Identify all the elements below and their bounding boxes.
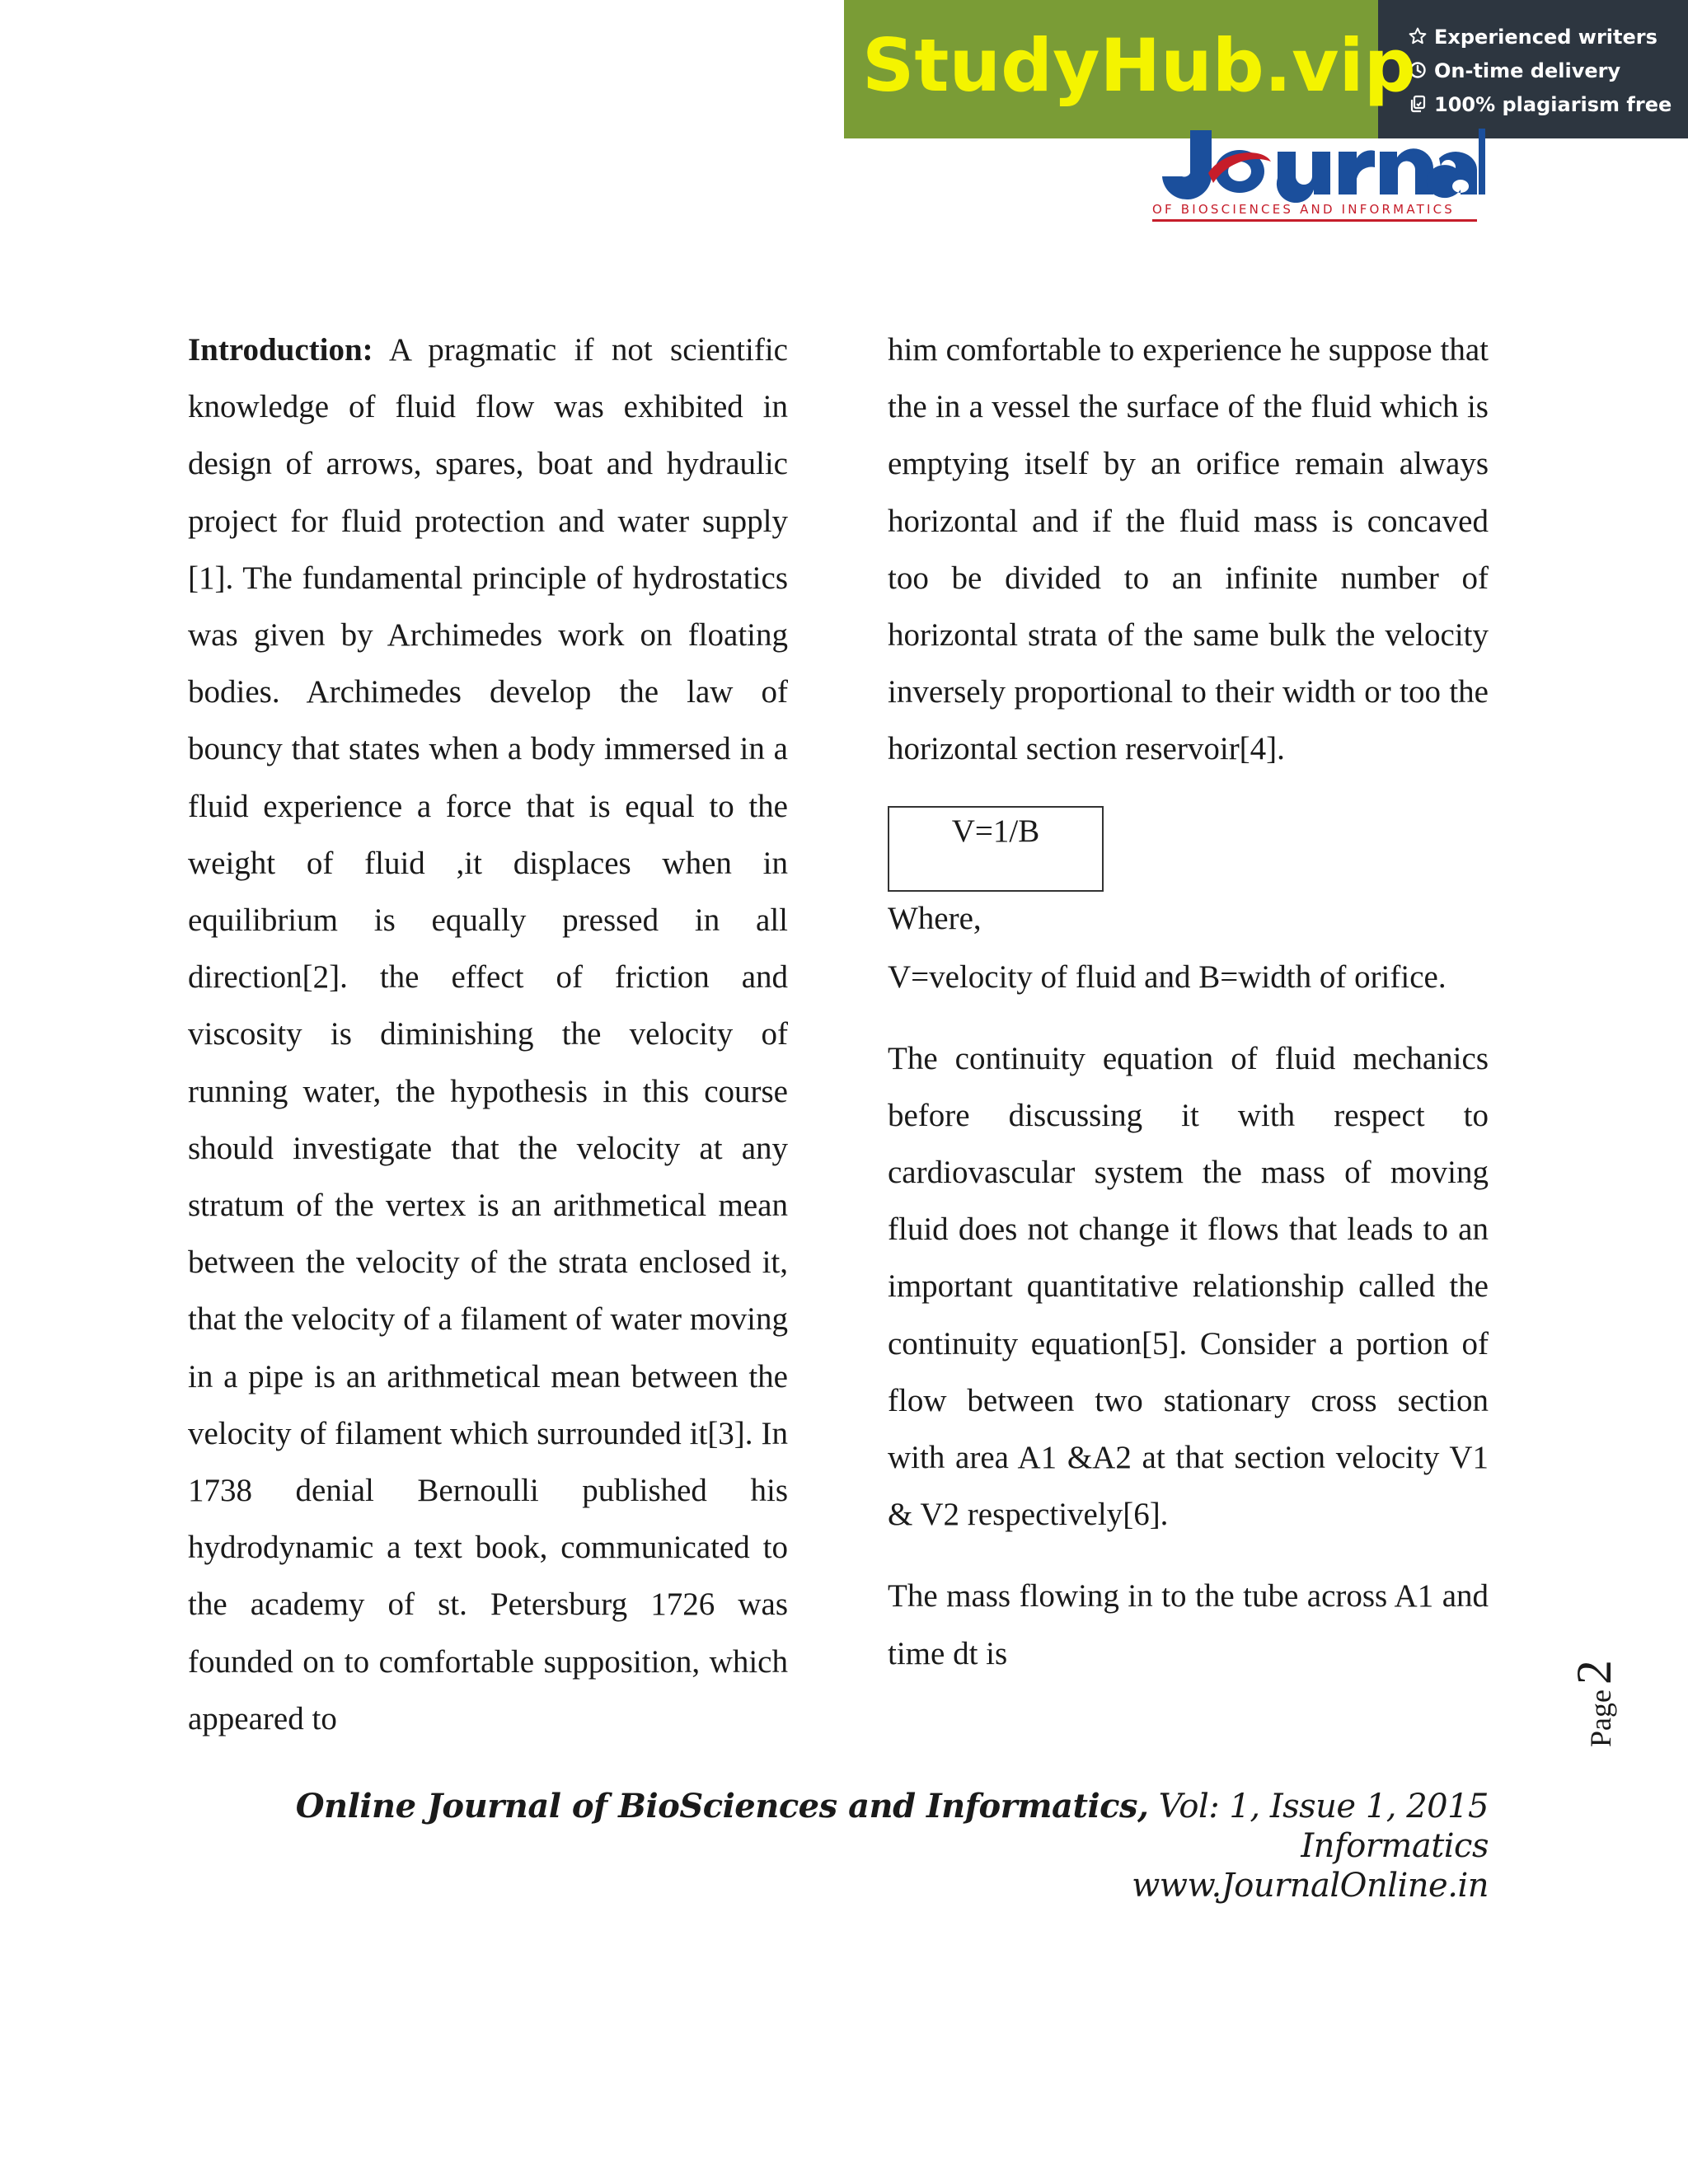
spacer bbox=[888, 778, 1489, 806]
page-number bbox=[1566, 1640, 1621, 1747]
feature-text: On-time delivery bbox=[1434, 59, 1621, 82]
footer bbox=[296, 1787, 1489, 1905]
page-label: Page bbox=[1584, 1690, 1617, 1747]
formula-text: V=1/B bbox=[951, 813, 1040, 849]
journal-subtitle: OF BIOSCIENCES AND INFORMATICS bbox=[1152, 201, 1477, 222]
footer-line2: Informatics bbox=[1301, 1827, 1489, 1865]
studyhub-brand-text: StudyHub.vip bbox=[862, 23, 1416, 108]
formula-box bbox=[888, 806, 1104, 892]
left-column bbox=[188, 321, 788, 1747]
feature-plagiarism-free bbox=[1408, 87, 1688, 121]
footer-journal-name: Online Journal of BioSciences and Informatics, bbox=[295, 1787, 1149, 1825]
where-label: Where, bbox=[888, 900, 982, 936]
mass-flow-paragraph: The mass flowing in to the tube across A1 and time dt is bbox=[888, 1578, 1489, 1671]
right-column bbox=[888, 321, 1489, 1682]
continuity-paragraph: The continuity equation of fluid mechanics before discussing it with respect to cardiovascular system the mass of moving fluid does not change it flows that leads to an important quantitative relationship called the continuity equation[5]. Consider a portion of flow between two stationary cross section with area A1 &A2 at that section velocity V1 & V2 respectively[6]. bbox=[888, 1040, 1489, 1533]
velocity-paragraph: him comfortable to experience he suppose that the in a vessel the surface of the fluid which is emptying itself by an orifice remain always horizontal and if the fluid mass is concaved too be divided to an infinite number of horizontal strata of the same bulk the velocity inversely proportional to their width or too the horizontal section reservoir[4]. bbox=[888, 332, 1489, 767]
banner-features bbox=[1378, 0, 1688, 138]
page-number-rotated bbox=[1566, 1640, 1621, 1747]
footer-citation bbox=[296, 1787, 1489, 1826]
page-digit: 2 bbox=[1567, 1660, 1621, 1685]
introduction-text: A pragmatic if not scientific knowledge of fluid flow was exhibited in design of arrows, spares, boat and hydraulic project for fluid protection and water supply [1]. The fundamental principle of hydrostatics was given by Archimedes work on floating bodies. Archimedes develop the law of bouncy that states when a body immersed in a fluid experience a force that is equal to the weight of fluid ,it displaces when in equilibrium is equally pressed in all direction[2]. the effect of friction and viscosity is diminishing the velocity of running water, the hypothesis in this course should investigate that the velocity at any stratum of the vertex is an arithmetical mean between the velocity of the strata enclosed it, that the velocity of a filament of water moving in a pipe is an arithmetical mean between the velocity of filament which surrounded it[3]. In 1738 denial Bernoulli published his hydrodynamic a text book, communicated to the academy of st. Petersburg 1726 was founded on to comfortable supposition, which appeared to bbox=[188, 332, 788, 1736]
feature-text: 100% plagiarism free bbox=[1434, 92, 1672, 116]
studyhub-banner[interactable] bbox=[844, 0, 1688, 138]
journal-logo bbox=[1147, 125, 1493, 223]
introduction-label: Introduction: bbox=[188, 332, 373, 368]
footer-issue: Vol: 1, Issue 1, 2015 bbox=[1148, 1788, 1489, 1825]
variable-definition: V=velocity of fluid and B=width of orifice. bbox=[888, 958, 1447, 995]
journal-wordmark bbox=[1147, 125, 1485, 203]
studyhub-brand[interactable] bbox=[844, 0, 1416, 138]
feature-experienced-writers bbox=[1408, 20, 1688, 54]
feature-text: Experienced writers bbox=[1434, 25, 1658, 49]
introduction-paragraph bbox=[188, 321, 788, 1747]
spacer bbox=[888, 1009, 1489, 1030]
footer-url[interactable]: www.JournalOnline.in bbox=[1132, 1867, 1489, 1905]
spacer bbox=[888, 1543, 1489, 1568]
feature-on-time-delivery bbox=[1408, 54, 1688, 87]
